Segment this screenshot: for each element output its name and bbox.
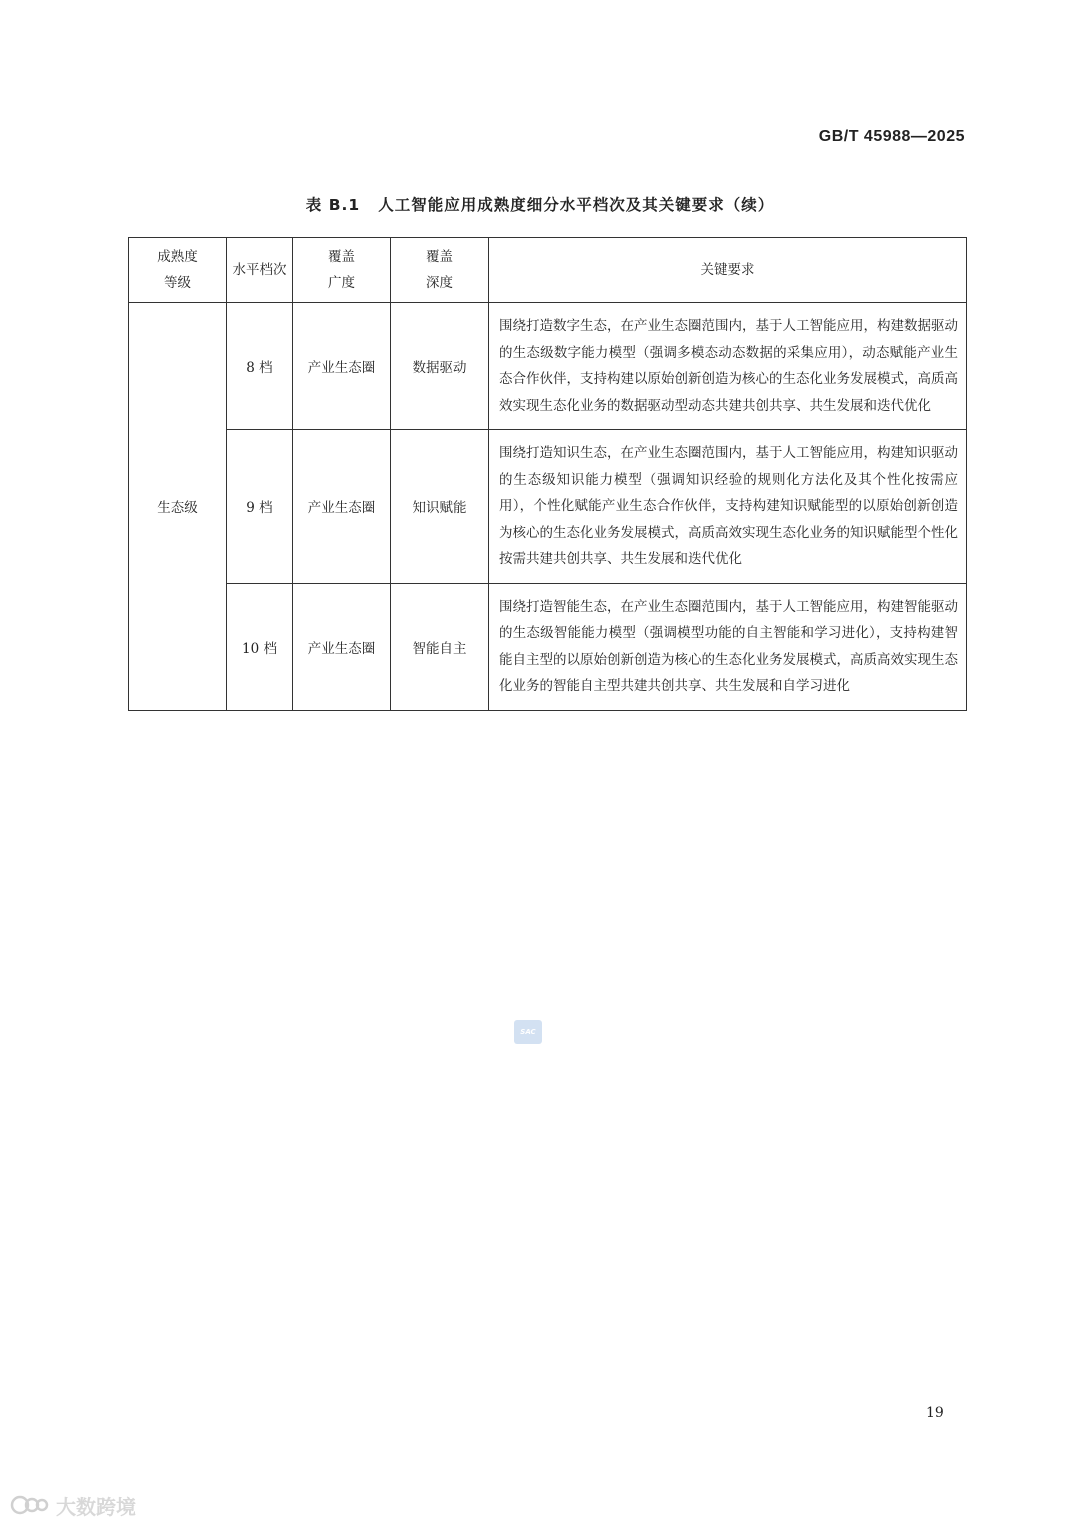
header-breadth-line1: 覆盖 bbox=[328, 249, 355, 265]
page-number: 19 bbox=[926, 1405, 944, 1421]
watermark-logo-icon bbox=[10, 1490, 52, 1520]
header-level: 水平档次 bbox=[227, 238, 293, 303]
maturity-group-cell: 生态级 bbox=[129, 303, 227, 711]
header-depth-line2: 深度 bbox=[426, 275, 453, 291]
table-title-text: 人工智能应用成熟度细分水平档次及其关键要求（续） bbox=[378, 196, 775, 214]
header-maturity bbox=[129, 238, 227, 303]
level-cell: 9 档 bbox=[227, 430, 293, 584]
document-code: GB/T 45988—2025 bbox=[818, 128, 965, 145]
level-cell: 10 档 bbox=[227, 583, 293, 710]
table-header-row bbox=[129, 238, 967, 303]
table-row bbox=[129, 430, 967, 584]
table-row bbox=[129, 303, 967, 430]
depth-cell: 智能自主 bbox=[391, 583, 489, 710]
header-requirements: 关键要求 bbox=[489, 238, 967, 303]
sac-logo: SAC bbox=[514, 1020, 542, 1044]
depth-cell: 数据驱动 bbox=[391, 303, 489, 430]
header-depth-line1: 覆盖 bbox=[426, 249, 453, 265]
table-row bbox=[129, 583, 967, 710]
breadth-cell: 产业生态圈 bbox=[293, 303, 391, 430]
requirement-cell: 围绕打造数字生态，在产业生态圈范围内，基于人工智能应用，构建数据驱动的生态级数字能力模型（强调多模态动态数据的采集应用），动态赋能产业生态合作伙伴，支持构建以原始创新创造为核心的生态化业务发展模式，高质高效实现生态化业务的数据驱动型动态共建共创共享、共生发展和迭代优化 bbox=[489, 303, 967, 430]
header-maturity-line2: 等级 bbox=[164, 275, 191, 291]
watermark bbox=[10, 1490, 136, 1520]
depth-cell: 知识赋能 bbox=[391, 430, 489, 584]
header-breadth bbox=[293, 238, 391, 303]
requirement-cell: 围绕打造智能生态，在产业生态圈范围内，基于人工智能应用，构建智能驱动的生态级智能能力模型（强调模型功能的自主智能和学习进化），支持构建智能自主型的以原始创新创造为核心的生态化业务发展模式，高质高效实现生态化业务的智能自主型共建共创共享、共生发展和自学习进化 bbox=[489, 583, 967, 710]
breadth-cell: 产业生态圈 bbox=[293, 583, 391, 710]
header-maturity-line1: 成熟度 bbox=[157, 249, 198, 265]
table-title bbox=[0, 193, 1080, 215]
maturity-table bbox=[128, 237, 967, 711]
table-number: 表 B.1 bbox=[305, 196, 361, 214]
header-depth bbox=[391, 238, 489, 303]
breadth-cell: 产业生态圈 bbox=[293, 430, 391, 584]
level-cell: 8 档 bbox=[227, 303, 293, 430]
header-breadth-line2: 广度 bbox=[328, 275, 355, 291]
watermark-text: 大数跨境 bbox=[56, 1494, 136, 1519]
requirement-cell: 围绕打造知识生态，在产业生态圈范围内，基于人工智能应用，构建知识驱动的生态级知识能力模型（强调知识经验的规则化方法化及其个性化按需应用），个性化赋能产业生态合作伙伴，支持构建知识赋能型的以原始创新创造为核心的生态化业务发展模式，高质高效实现生态化业务的知识赋能型个性化按需共建共创共享、共生发展和迭代优化 bbox=[489, 430, 967, 584]
